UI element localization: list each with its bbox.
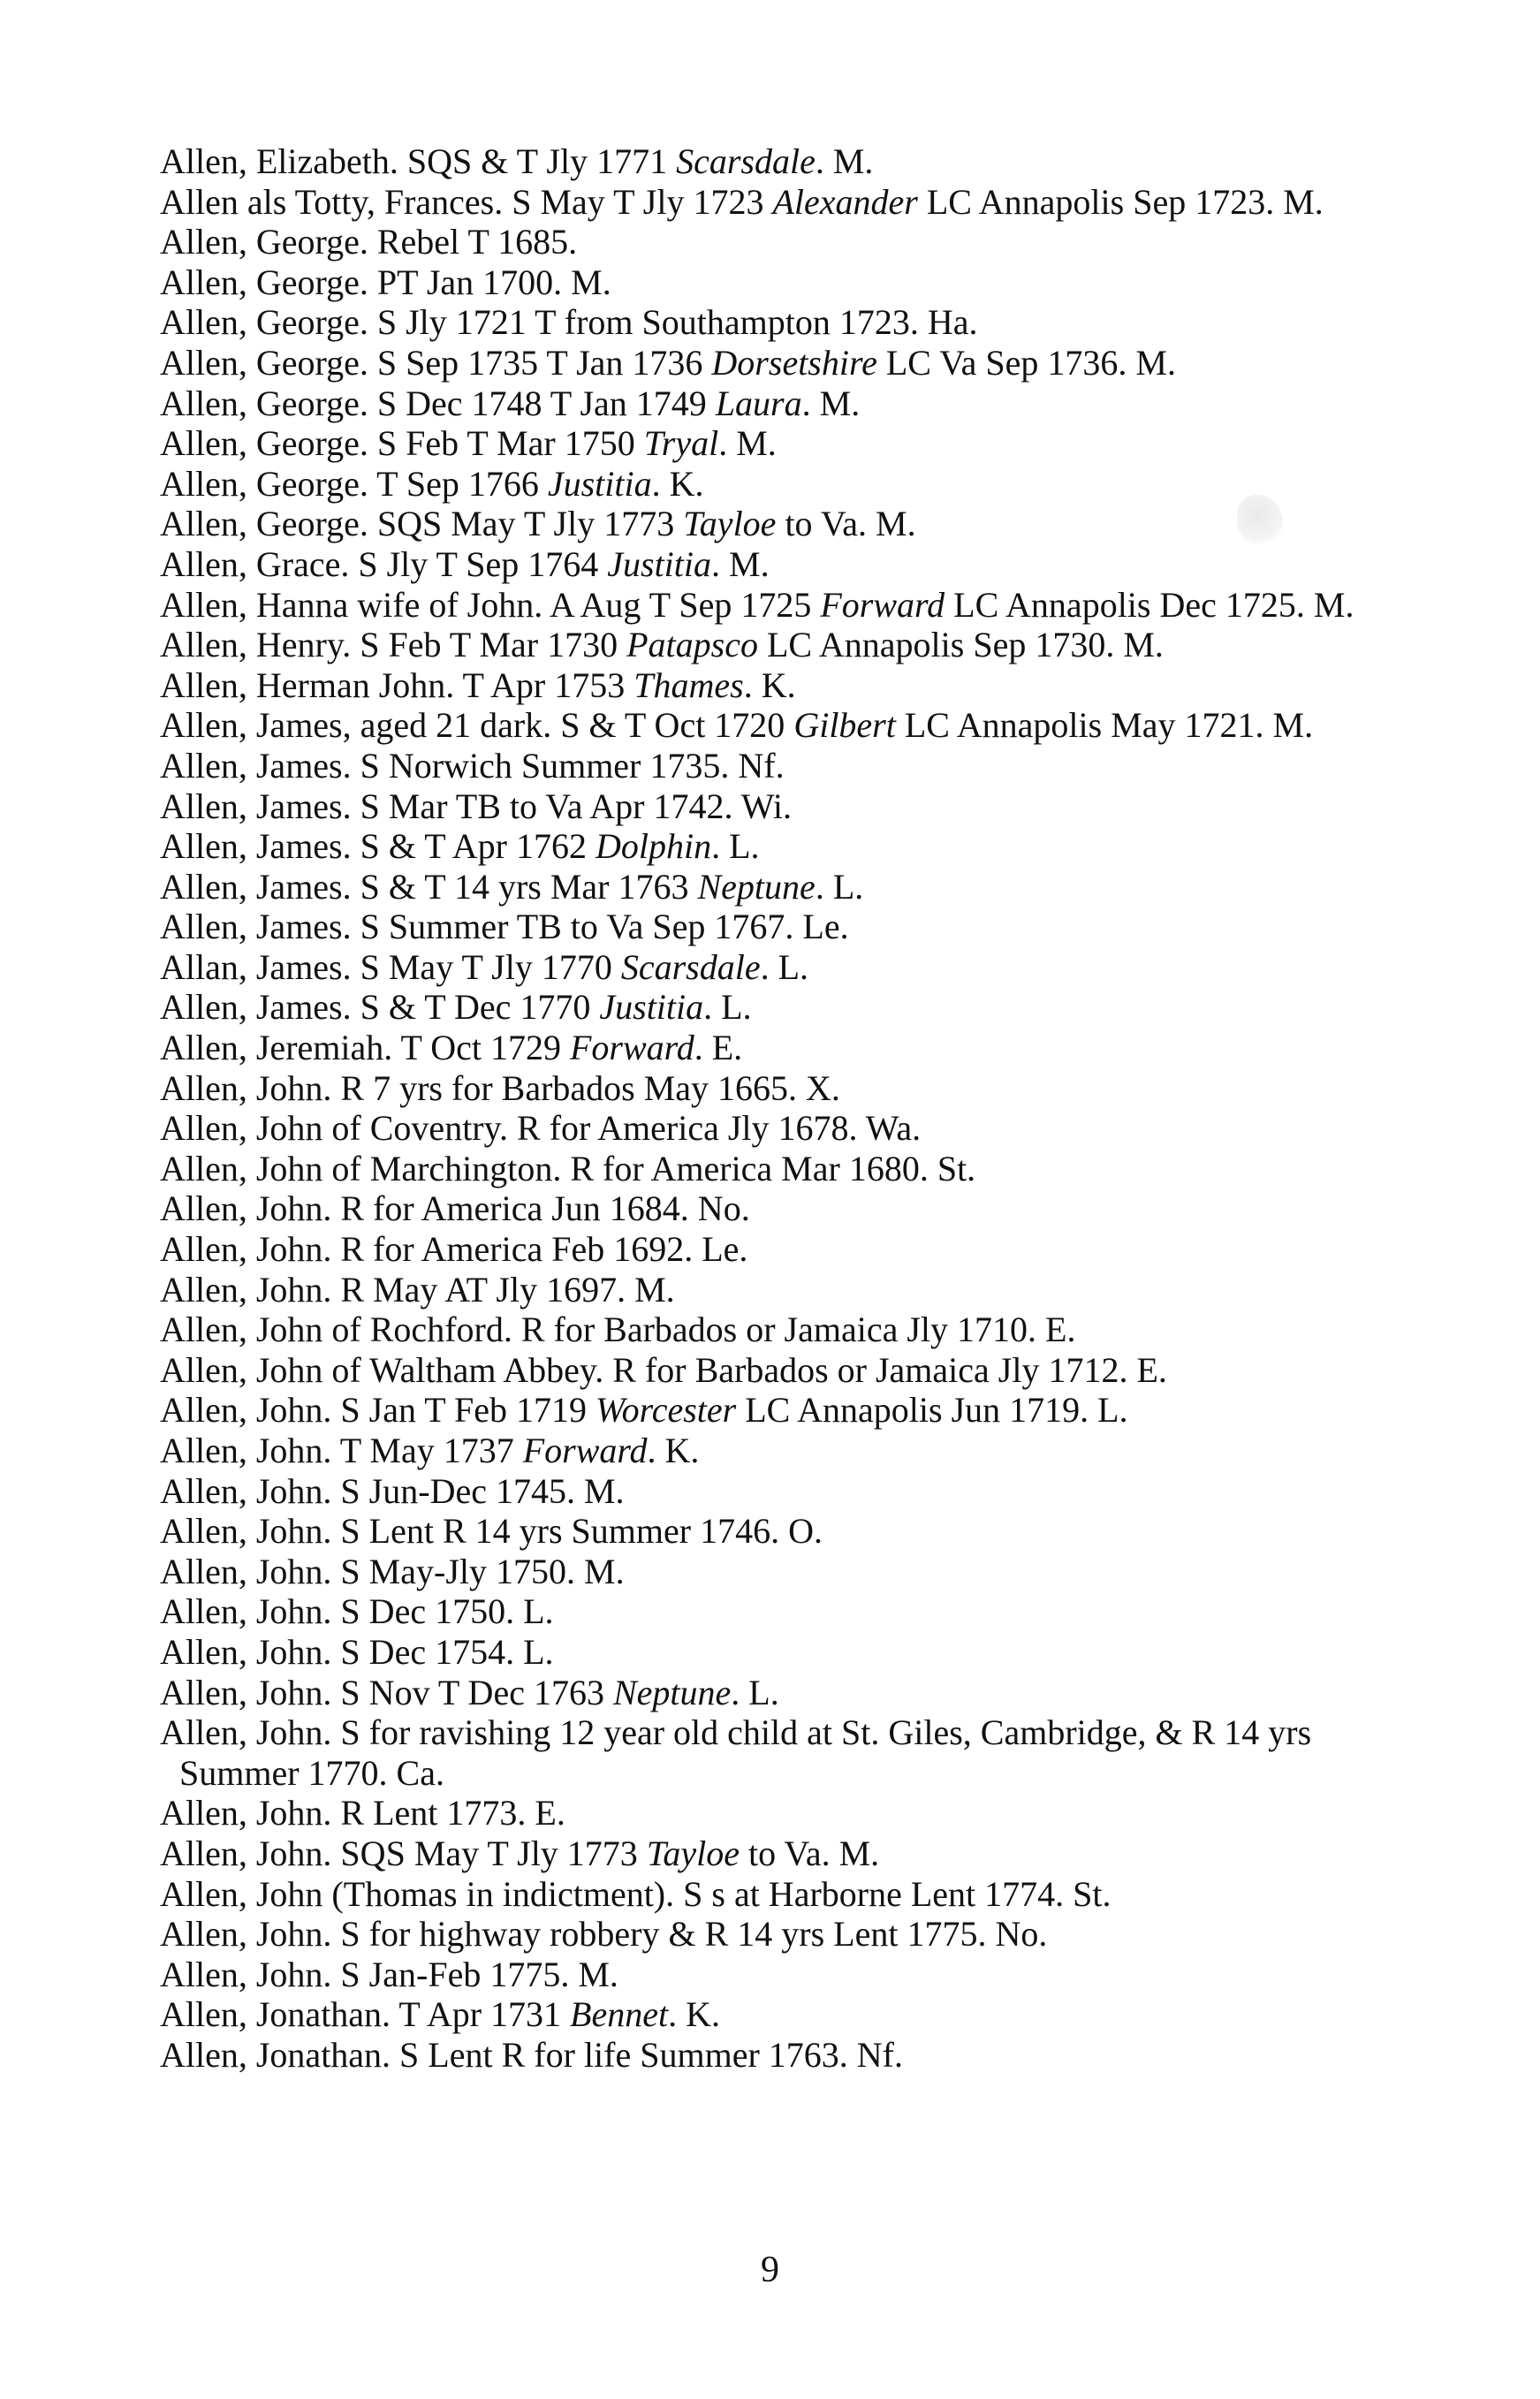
entry-text: Allen, James. S Mar TB to Va Apr 1742. Wi.	[160, 786, 793, 826]
entry-text: Allen, John. S for highway robbery & R 14 yrs Lent 1775. No.	[160, 1914, 1048, 1955]
ship-name: Forward	[820, 584, 945, 625]
ship-name: Justitia	[607, 543, 712, 584]
entry-text: LC Annapolis May 1721. M.	[895, 705, 1314, 746]
entry-text: Allen, John. R May AT Jly 1697. M.	[160, 1269, 675, 1310]
entry-text: LC Annapolis Jun 1719. L.	[736, 1390, 1128, 1431]
entry-text: Allen, George. S Sep 1735 T Jan 1736	[160, 342, 712, 383]
entry-text: Allen, John. S Lent R 14 yrs Summer 1746. O.	[160, 1511, 823, 1552]
ship-name: Worcester	[596, 1390, 737, 1431]
ship-name: Alexander	[772, 181, 918, 222]
entry-text: Allen, James. S & T 14 yrs Mar 1763	[160, 866, 698, 907]
entry-text: Allen, Elizabeth. SQS & T Jly 1771	[160, 141, 677, 181]
entry	[160, 826, 1397, 867]
entry	[160, 1914, 1397, 1955]
entry-text: Allen, John. T May 1737	[160, 1431, 523, 1470]
entry-text: . M.	[718, 423, 777, 464]
entry	[160, 182, 1397, 223]
entry	[160, 1833, 1397, 1874]
entry-text: Allen, Jeremiah. T Oct 1729	[160, 1028, 570, 1068]
entry-text: Allen, John. R Lent 1773. E.	[160, 1793, 565, 1833]
entry-text: Allen als Totty, Frances. S May T Jly 1723	[160, 181, 773, 222]
entry-text: Allen, Jonathan. T Apr 1731	[160, 1994, 571, 2035]
entry-text: . M.	[815, 141, 874, 181]
page-number: 9	[761, 2250, 779, 2290]
entry	[160, 1310, 1397, 1350]
entry-text: to Va. M.	[776, 504, 916, 544]
entry	[160, 504, 1397, 544]
ship-name: Neptune	[612, 1672, 732, 1712]
entry-text: Allen, John. S Jan-Feb 1775. M.	[160, 1954, 618, 1994]
entry	[160, 947, 1397, 988]
ship-name: Forward	[569, 1028, 694, 1068]
entry	[160, 544, 1397, 585]
entry	[160, 1552, 1397, 1592]
entry-text: Allen, James, aged 21 dark. S & T Oct 1720	[160, 705, 794, 746]
entry-text: Allen, John (Thomas in indictment). S s at Harborne Lent 1774. St.	[160, 1873, 1111, 1914]
entry	[160, 907, 1397, 947]
ship-name: Patapsco	[626, 625, 758, 665]
entry	[160, 786, 1397, 827]
entry	[160, 665, 1397, 706]
entry	[160, 1350, 1397, 1391]
entry-text: Allen, James. S Norwich Summer 1735. Nf.	[160, 745, 785, 786]
entry-text: . M.	[801, 383, 861, 423]
ship-name: Neptune	[697, 866, 816, 907]
entry-text: . L.	[711, 826, 760, 867]
entry	[160, 1068, 1397, 1109]
entry	[160, 423, 1397, 464]
entry-text: . K.	[743, 664, 796, 705]
entry-text: Allen, John. S Jun-Dec 1745. M.	[160, 1470, 625, 1511]
entry	[160, 705, 1397, 746]
entry	[160, 343, 1397, 383]
ship-name: Dorsetshire	[711, 342, 877, 383]
entry-text: Allen, Henry. S Feb T Mar 1730	[160, 625, 627, 665]
entry-text: . K.	[647, 1431, 700, 1470]
entry-text: . M.	[711, 543, 770, 584]
ship-name: Laura	[715, 383, 802, 423]
entry-text: LC Annapolis Dec 1725. M.	[944, 584, 1354, 625]
entry	[160, 1270, 1397, 1310]
entry-list	[160, 141, 1397, 2076]
entry-text: Allen, George. SQS May T Jly 1773	[160, 504, 684, 544]
entry	[160, 1390, 1397, 1431]
entry	[160, 464, 1397, 505]
entry-text: . L.	[703, 987, 752, 1028]
entry-text: Allen, John. S Dec 1754. L.	[160, 1631, 554, 1672]
entry	[160, 1793, 1397, 1833]
entry	[160, 1028, 1397, 1068]
ship-name: Bennet	[570, 1994, 669, 2035]
ship-name: Scarsdale	[620, 946, 761, 987]
entry-text: Allen, John. S Jan T Feb 1719	[160, 1390, 596, 1431]
entry	[160, 1994, 1397, 2035]
ship-name: Justitia	[547, 463, 652, 504]
entry	[160, 302, 1397, 343]
entry-text: . E.	[694, 1028, 743, 1068]
ship-name: Forward	[522, 1431, 648, 1470]
ship-name: Tryal	[643, 423, 719, 464]
entry	[160, 1632, 1397, 1673]
entry	[160, 1955, 1397, 1995]
entry-text: Allen, Herman John. T Apr 1753	[160, 664, 634, 705]
entry-text: Allen, George. S Dec 1748 T Jan 1749	[160, 383, 716, 423]
entry	[160, 1188, 1397, 1229]
entry	[160, 1673, 1397, 1713]
entry-text: Allen, John. S for ravishing 12 year old child at St. Giles, Cambridge, & R 14 yrs Summer 1770. Ca.	[160, 1712, 1312, 1793]
ship-name: Thames	[633, 664, 744, 705]
entry	[160, 867, 1397, 907]
entry-text: Allen, James. S Summer TB to Va Sep 1767. Le.	[160, 907, 849, 947]
entry	[160, 383, 1397, 424]
entry	[160, 1874, 1397, 1915]
entry-text: . L.	[815, 866, 864, 907]
entry-text: Allen, John. S Nov T Dec 1763	[160, 1672, 613, 1712]
entry-text: Allen, John. SQS May T Jly 1773	[160, 1833, 647, 1873]
entry-text: Allen, John of Marchington. R for America Mar 1680. St.	[160, 1148, 976, 1188]
ship-name: Tayloe	[683, 504, 777, 544]
entry	[160, 987, 1397, 1028]
entry-text: Allen, John. S Dec 1750. L.	[160, 1591, 554, 1632]
entry-text: Allen, John of Waltham Abbey. R for Barbados or Jamaica Jly 1712. E.	[160, 1349, 1167, 1390]
entry-text: LC Annapolis Sep 1723. M.	[917, 181, 1324, 222]
entry	[160, 1149, 1397, 1189]
entry-text: Allen, George. PT Jan 1700. M.	[160, 262, 611, 302]
entry-text: . L.	[731, 1672, 779, 1712]
ship-name: Justitia	[599, 987, 704, 1028]
entry-text: Allen, Grace. S Jly T Sep 1764	[160, 543, 608, 584]
entry	[160, 746, 1397, 786]
entry-text: LC Annapolis Sep 1730. M.	[757, 625, 1164, 665]
ship-name: Gilbert	[793, 705, 896, 746]
entry-text: Allen, James. S & T Dec 1770	[160, 987, 600, 1028]
entry-text: LC Va Sep 1736. M.	[876, 342, 1176, 383]
entry-text: Allen, Hanna wife of John. A Aug T Sep 1725	[160, 584, 821, 625]
ship-name: Scarsdale	[676, 141, 816, 181]
entry-text: . L.	[760, 946, 809, 987]
entry	[160, 1712, 1397, 1793]
entry	[160, 1591, 1397, 1632]
entry	[160, 2035, 1397, 2076]
entry-text: Allen, George. Rebel T 1685.	[160, 222, 578, 262]
entry	[160, 625, 1397, 665]
entry	[160, 1471, 1397, 1512]
entry	[160, 1511, 1397, 1552]
entry	[160, 222, 1397, 262]
entry	[160, 141, 1397, 182]
entry-text: Allen, Jonathan. S Lent R for life Summer 1763. Nf.	[160, 2034, 903, 2075]
entry-text: . K.	[668, 1994, 720, 2035]
entry-text: Allen, John of Coventry. R for America Jly 1678. Wa.	[160, 1108, 922, 1149]
entry-text: Allen, George. S Feb T Mar 1750	[160, 423, 644, 464]
entry	[160, 1229, 1397, 1270]
entry-text: Allen, John. R 7 yrs for Barbados May 1665. X.	[160, 1067, 840, 1108]
entry	[160, 585, 1397, 626]
entry-text: Allen, John. S May-Jly 1750. M.	[160, 1551, 625, 1591]
entry-text: Allen, George. T Sep 1766	[160, 463, 548, 504]
entry-text: Allen, James. S & T Apr 1762	[160, 826, 596, 867]
entry-text: . K.	[651, 463, 704, 504]
entry-text: to Va. M.	[740, 1833, 880, 1873]
entry-text: Allen, John of Rochford. R for Barbados or Jamaica Jly 1710. E.	[160, 1310, 1076, 1350]
entry-text: Allan, James. S May T Jly 1770	[160, 946, 621, 987]
ship-name: Tayloe	[646, 1833, 740, 1873]
ship-name: Dolphin	[595, 826, 712, 867]
entry-text: Allen, John. R for America Feb 1692. Le.	[160, 1229, 748, 1270]
entry	[160, 1431, 1397, 1471]
entry-text: Allen, George. S Jly 1721 T from Southampton 1723. Ha.	[160, 302, 978, 343]
entry-text: Allen, John. R for America Jun 1684. No.	[160, 1188, 750, 1229]
entry	[160, 1108, 1397, 1149]
entry	[160, 262, 1397, 303]
